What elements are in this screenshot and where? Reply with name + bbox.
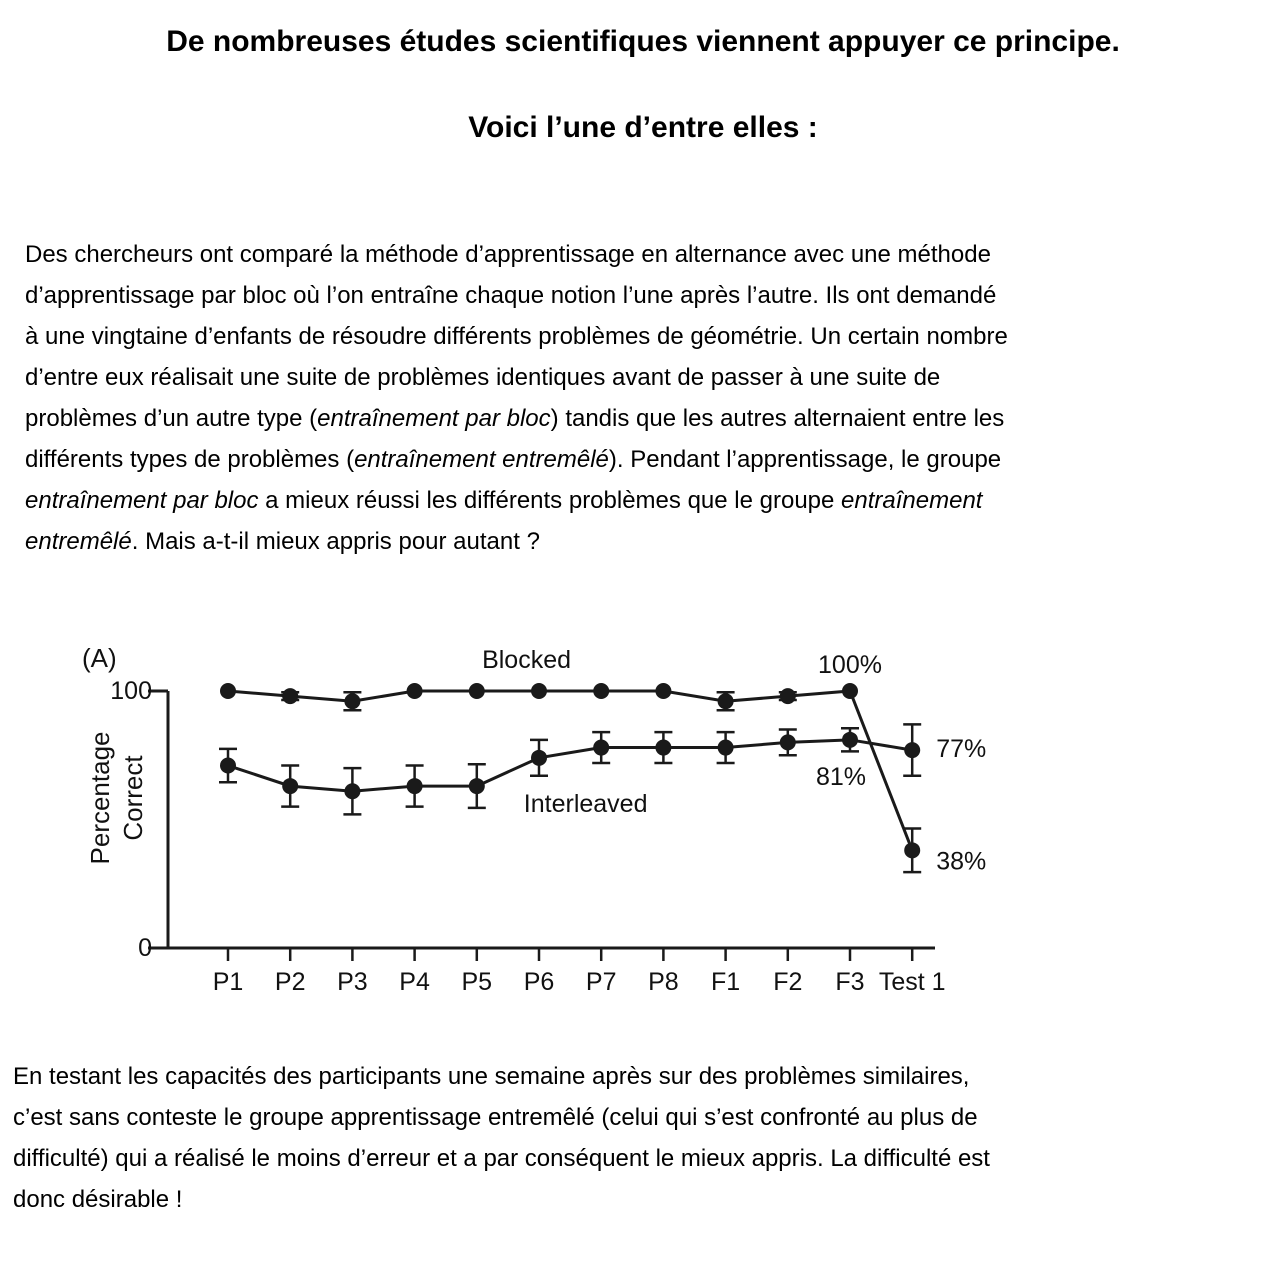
x-tick-label: P2 [274, 968, 306, 996]
series-interleaved [219, 724, 986, 818]
data-point [842, 732, 858, 748]
data-point [531, 683, 547, 699]
point-annotation: 38% [936, 847, 987, 876]
data-point [531, 750, 547, 766]
data-point [344, 693, 360, 709]
data-point [593, 683, 609, 699]
text-line: difficulté) qui a réalisé le moins d’erreur et a par conséquent le mieux appris. La difficulté est [13, 1145, 990, 1172]
text-line: entraînement par bloc a mieux réussi les différents problèmes que le groupe entraînement [25, 487, 983, 514]
data-point [282, 688, 298, 704]
data-point [904, 742, 920, 758]
x-tick-label: P5 [461, 968, 493, 996]
data-point [220, 758, 236, 774]
data-point [780, 734, 796, 750]
data-point [220, 683, 236, 699]
data-point [407, 778, 423, 794]
results-line-chart [0, 620, 1286, 1020]
x-tick-label: Test 1 [878, 968, 946, 996]
x-tick-label: P7 [585, 968, 617, 996]
y-tick-label: 0 [138, 934, 152, 962]
text-line: donc désirable ! [13, 1186, 183, 1213]
x-tick-label: P8 [648, 968, 679, 996]
data-point [718, 740, 734, 756]
point-annotation: 100% [818, 651, 882, 679]
y-tick-label: 100 [110, 677, 152, 705]
text-line: c’est sans conteste le groupe apprentissage entremêlé (celui qui s’est confronté au plus de [13, 1104, 978, 1131]
text-line: Des chercheurs ont comparé la méthode d’apprentissage en alternance avec une méthode [25, 241, 991, 268]
point-annotation: 81% [815, 762, 867, 791]
y-axis-title: Percentage Correct [85, 731, 148, 865]
x-tick-label: P6 [523, 968, 555, 996]
heading-primary: De nombreuses études scientifiques viennent appuyer ce principe. [166, 25, 1120, 58]
paragraph-conclusion [13, 1056, 990, 1220]
data-point [655, 740, 671, 756]
series-blocked [220, 646, 986, 875]
text-line: entremêlé. Mais a-t-il mieux appris pour autant ? [25, 528, 540, 555]
text-line: différents types de problèmes (entraînement entremêlé). Pendant l’apprentissage, le groupe [25, 446, 1002, 473]
data-point [718, 693, 734, 709]
results-figure [0, 620, 1286, 1020]
x-tick-label: P4 [399, 968, 430, 996]
series-line [228, 691, 912, 850]
series-label: Interleaved [523, 790, 648, 819]
x-tick-label: P1 [212, 968, 244, 996]
point-annotation: 77% [936, 735, 987, 764]
data-point [655, 683, 671, 699]
data-point [344, 783, 360, 799]
x-tick-label: F2 [773, 968, 803, 996]
data-point [842, 683, 858, 699]
data-point [469, 683, 485, 699]
data-point [469, 778, 485, 794]
heading-secondary: Voici l’une d’entre elles : [468, 111, 818, 144]
panel-label: (A) [82, 643, 117, 673]
text-line: d’apprentissage par bloc où l’on entraîne chaque notion l’une après l’autre. Ils ont demandé [25, 282, 997, 309]
x-tick-label: P3 [337, 968, 368, 996]
text-line: d’entre eux réalisait une suite de problèmes identiques avant de passer à une suite de [25, 364, 941, 391]
data-point [904, 842, 920, 858]
data-point [282, 778, 298, 794]
text-line: En testant les capacités des participants une semaine après sur des problèmes similaires, [13, 1063, 970, 1090]
text-line: à une vingtaine d’enfants de résoudre différents problèmes de géométrie. Un certain nombre [25, 323, 1008, 350]
text-line: problèmes d’un autre type (entraînement par bloc) tandis que les autres alternaient entre les [25, 405, 1005, 432]
data-point [407, 683, 423, 699]
x-tick-label: F3 [835, 968, 865, 996]
data-point [593, 740, 609, 756]
x-tick-label: F1 [711, 968, 741, 996]
series-label: Blocked [482, 646, 572, 675]
paragraph-study-description [25, 234, 1008, 562]
series-line [228, 740, 912, 791]
data-point [780, 688, 796, 704]
